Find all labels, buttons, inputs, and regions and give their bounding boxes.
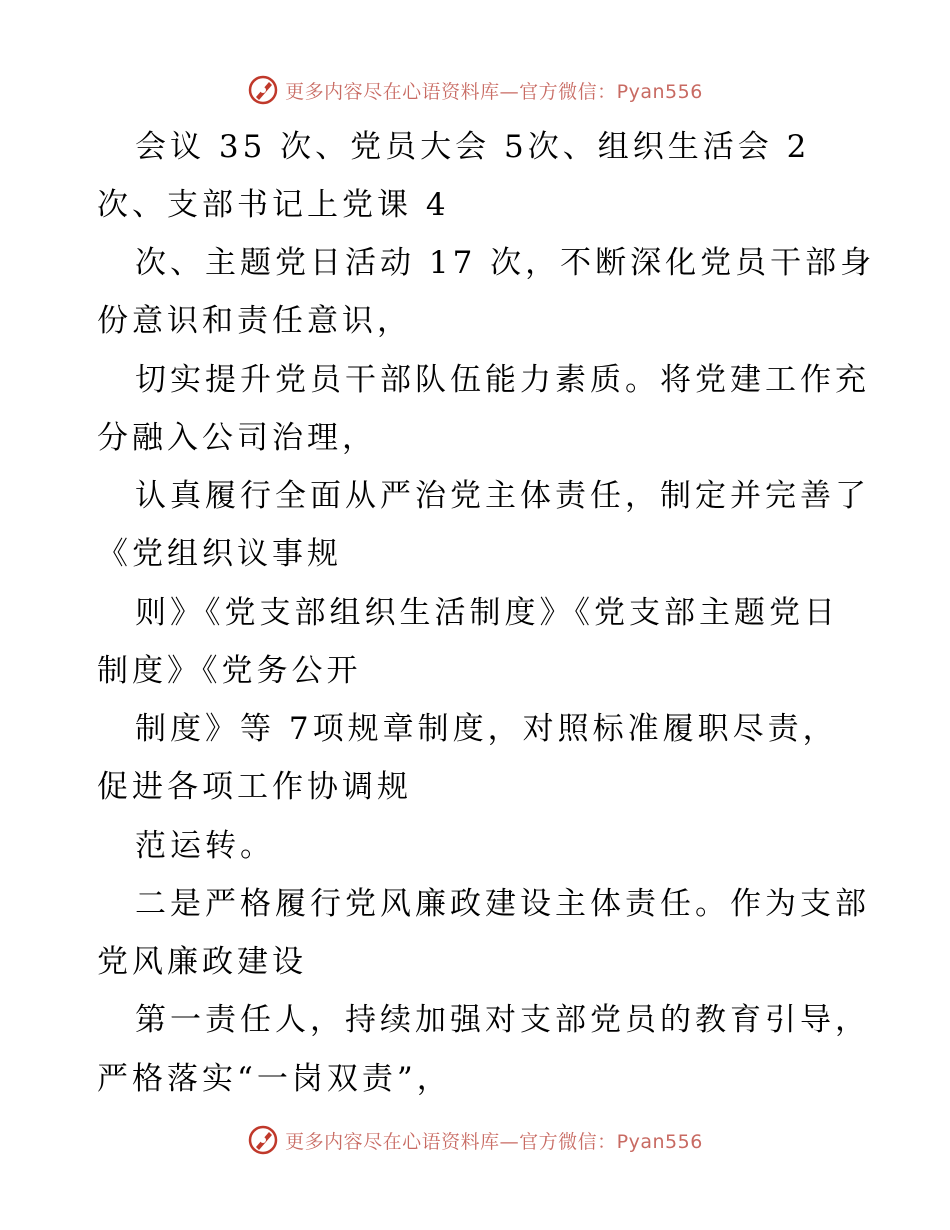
text-line: 切实提升党员干部队伍能力素质。将党建工作充 (135, 362, 870, 398)
watermark-text: 更多内容尽在心语资料库—官方微信：Pyan556 (285, 1130, 703, 1153)
text-line: 次、支部书记上党课 4 (97, 187, 450, 223)
text-line: 《党组织议事规 (97, 536, 342, 572)
pen-circle-logo-icon (247, 74, 279, 106)
watermark-header (0, 70, 950, 110)
text-line: 则》《党支部组织生活制度》《党支部主题党日 (135, 595, 839, 631)
watermark-text: 更多内容尽在心语资料库—官方微信：Pyan556 (285, 80, 703, 103)
pen-circle-logo-icon (247, 1124, 279, 1156)
text-line: 严格落实“一岗双责”， (97, 1061, 452, 1097)
text-line: 制度》等 7项规章制度，对照标准履职尽责， (135, 711, 838, 747)
text-line: 制度》《党务公开 (97, 653, 362, 689)
text-line: 次、主题党日活动 17 次，不断深化党员干部身 (135, 245, 876, 281)
text-line: 党风廉政建设 (97, 944, 307, 980)
text-line: 二是严格履行党风廉政建设主体责任。作为支部 (135, 886, 870, 922)
text-line: 促进各项工作协调规 (97, 769, 412, 805)
text-line: 认真履行全面从严治党主体责任，制定并完善了 (135, 478, 870, 514)
text-line: 范运转。 (135, 828, 275, 864)
watermark-footer (0, 1120, 950, 1160)
text-line: 分融入公司治理， (97, 420, 377, 456)
text-line: 第一责任人，持续加强对支部党员的教育引导， (135, 1002, 870, 1038)
text-line: 份意识和责任意识， (97, 303, 412, 339)
text-line: 会议 35 次、党员大会 5次、组织生活会 2 (135, 129, 811, 165)
